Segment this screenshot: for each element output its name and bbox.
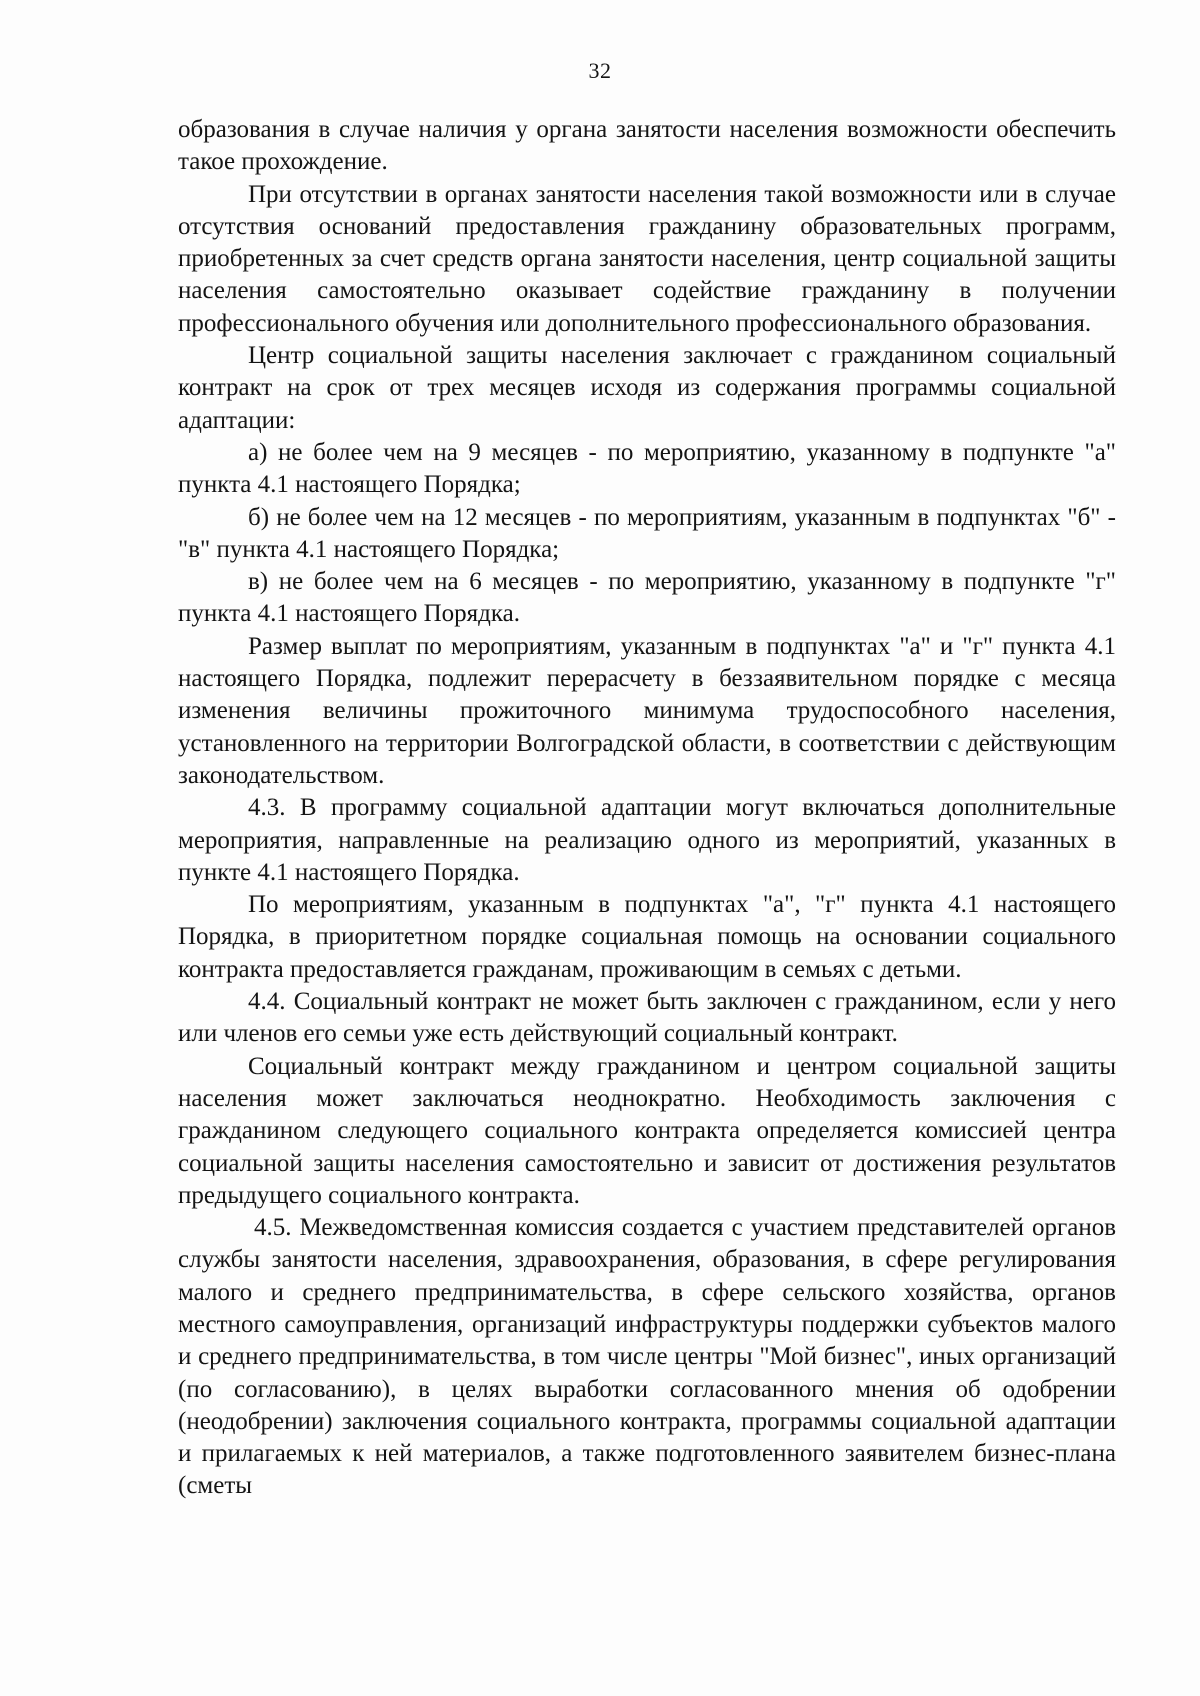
paragraph-continuation: образования в случае наличия у органа занятости населения возможности обеспечить такое прохождение. xyxy=(178,116,1116,176)
paragraph-4-3: 4.3. В программу социальной адаптации могут включаться дополнительные мероприятия, направленные на реализацию одного из мероприятий, указанных в пункте 4.1 настоящего Порядка. xyxy=(178,794,1116,886)
list-item-b: б) не более чем на 12 месяцев - по мероприятиям, указанным в подпунктах "б" - "в" пункта 4.1 настоящего Порядка; xyxy=(178,503,1116,563)
list-item-v: в) не более чем на 6 месяцев - по мероприятию, указанному в подпункте "г" пункта 4.1 настоящего Порядка. xyxy=(178,568,1116,628)
document-body xyxy=(178,114,1116,1503)
paragraph-4-4: 4.4. Социальный контракт не может быть заключен с гражданином, если у него или членов его семьи уже есть действующий социальный контракт. xyxy=(178,988,1116,1048)
paragraph-4-5: 4.5. Межведомственная комиссия создается с участием представителей органов службы занятости населения, здравоохранения, образования, в сфере регулирования малого и среднего предпринимательства, в сфере сельского хозяйства, органов местного самоуправления, организаций инфраструктуры поддержки субъектов малого и среднего предпринимательства, в том числе центры "Мой бизнес", иных организаций (по согласованию), в целях выработки согласованного мнения об одобрении (неодобрении) заключения социального контракта, программы социальной адаптации и прилагаемых к ней материалов, а также подготовленного заявителем бизнес-плана (сметы xyxy=(178,1214,1116,1500)
paragraph-priority-families: По мероприятиям, указанным в подпунктах "а", "г" пункта 4.1 настоящего Порядка, в приоритетном порядке социальная помощь на основании социального контракта предоставляется гражданам, проживающим в семьях с детьми. xyxy=(178,891,1116,983)
paragraph-payment-recalculation: Размер выплат по мероприятиям, указанным в подпунктах "а" и "г" пункта 4.1 настоящего Порядка, подлежит перерасчету в беззаявительном порядке с месяца изменения величины прожиточного минимума трудоспособного населения, установленного на территории Волгоградской области, в соответствии с действующим законодательством. xyxy=(178,632,1116,789)
paragraph-contract-term: Центр социальной защиты населения заключает с гражданином социальный контракт на срок от трех месяцев исходя из содержания программы социальной адаптации: xyxy=(178,342,1116,434)
list-item-a: а) не более чем на 9 месяцев - по мероприятию, указанному в подпункте "а" пункта 4.1 настоящего Порядка; xyxy=(178,438,1116,499)
page-number: 32 xyxy=(588,58,612,83)
paragraph-no-employment-option: При отсутствии в органах занятости населения такой возможности или в случае отсутствия оснований предоставления гражданину образовательных программ, приобретенных за счет средств органа занятости населения, центр социальной защиты населения самостоятельно оказывает содействие гражданину в получении профессионального обучения или дополнительного профессионального образования. xyxy=(178,180,1116,337)
paragraph-repeat-contract: Социальный контракт между гражданином и центром социальной защиты населения может заключаться неоднократно. Необходимость заключения с гражданином следующего социального контракта определяется комиссией центра социальной защиты населения самостоятельно и зависит от достижения результатов предыдущего социального контракта. xyxy=(178,1052,1116,1209)
